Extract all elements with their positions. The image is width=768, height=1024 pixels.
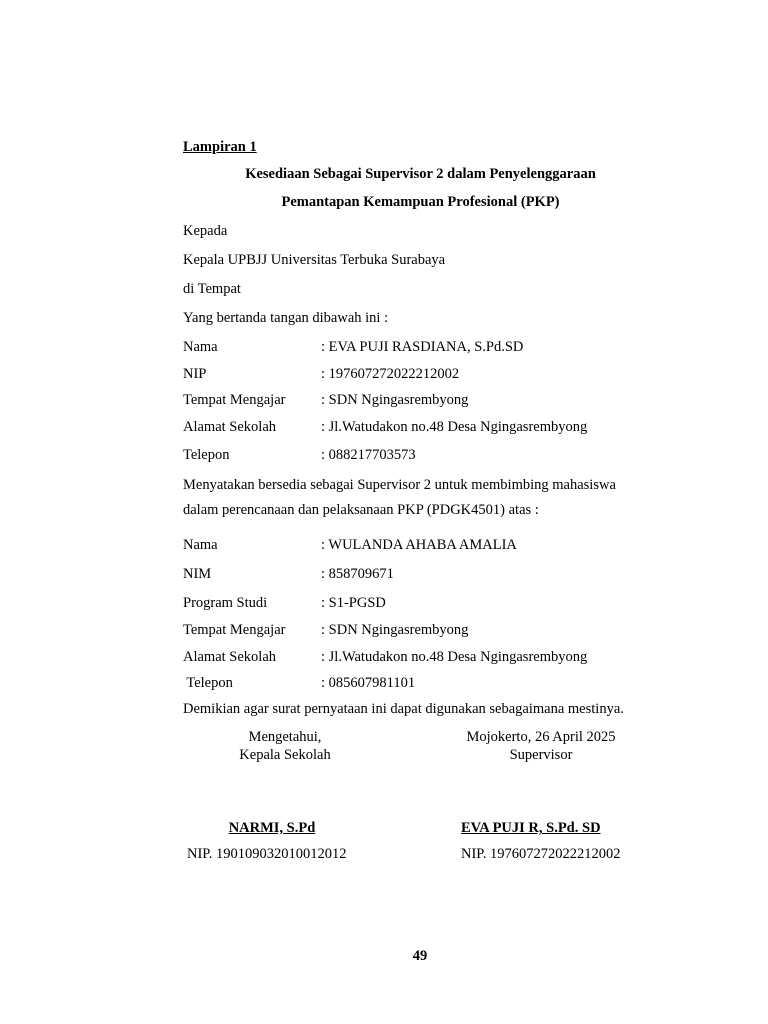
signature-right-nip: NIP. 197607272022212002 (461, 846, 621, 862)
field-label: Alamat Sekolah (183, 649, 277, 665)
field-label: Nama (183, 537, 218, 553)
statement-line-2: dalam perencanaan dan pelaksanaan PKP (PDGK4501) atas : (183, 502, 539, 518)
field-value: : 858709671 (321, 566, 394, 582)
signature-left-line-2: Kepala Sekolah (239, 747, 331, 763)
signature-left-line-1: Mengetahui, (248, 729, 322, 745)
appendix-label: Lampiran 1 (183, 139, 257, 155)
signature-right-line-2: Supervisor (509, 747, 573, 763)
address-place: di Tempat (183, 281, 241, 297)
field-label: Tempat Mengajar (183, 392, 286, 408)
field-label: Program Studi (183, 595, 268, 611)
field-value: : SDN Ngingasrembyong (321, 392, 469, 408)
field-label: Telepon (183, 447, 230, 463)
closing-text: Demikian agar surat pernyataan ini dapat digunakan sebagaimana mestinya. (183, 701, 624, 717)
intro-text: Yang bertanda tangan dibawah ini : (183, 310, 389, 326)
field-label: Tempat Mengajar (183, 622, 286, 638)
statement-line-1: Menyatakan bersedia sebagai Supervisor 2 untuk membimbing mahasiswa (183, 477, 616, 493)
field-label: Telepon (183, 675, 233, 691)
field-value: : 085607981101 (321, 675, 416, 691)
title-line-1: Kesediaan Sebagai Supervisor 2 dalam Penyelenggaraan (245, 166, 596, 182)
signature-right-line-1: Mojokerto, 26 April 2025 (466, 729, 616, 745)
field-value: : Jl.Watudakon no.48 Desa Ngingasrembyong (321, 649, 588, 665)
field-value: : EVA PUJI RASDIANA, S.Pd.SD (321, 339, 524, 355)
address-to: Kepada (183, 223, 228, 239)
page-number: 49 (412, 948, 428, 964)
signature-left-nip: NIP. 190109032010012012 (187, 846, 347, 862)
field-value: : SDN Ngingasrembyong (321, 622, 469, 638)
field-value: : Jl.Watudakon no.48 Desa Ngingasrembyong (321, 419, 588, 435)
field-label: NIP (183, 366, 207, 382)
signature-left-name: NARMI, S.Pd (228, 820, 316, 836)
field-label: Nama (183, 339, 218, 355)
field-value: : S1-PGSD (321, 595, 386, 611)
field-label: NIM (183, 566, 212, 582)
signature-right-name: EVA PUJI R, S.Pd. SD (461, 820, 601, 836)
field-value: : 088217703573 (321, 447, 416, 463)
field-value: : 197607272022212002 (321, 366, 460, 382)
field-value: : WULANDA AHABA AMALIA (321, 537, 517, 553)
title-line-2: Pemantapan Kemampuan Profesional (PKP) (281, 194, 560, 210)
field-label: Alamat Sekolah (183, 419, 277, 435)
address-recipient: Kepala UPBJJ Universitas Terbuka Surabaya (183, 252, 446, 268)
